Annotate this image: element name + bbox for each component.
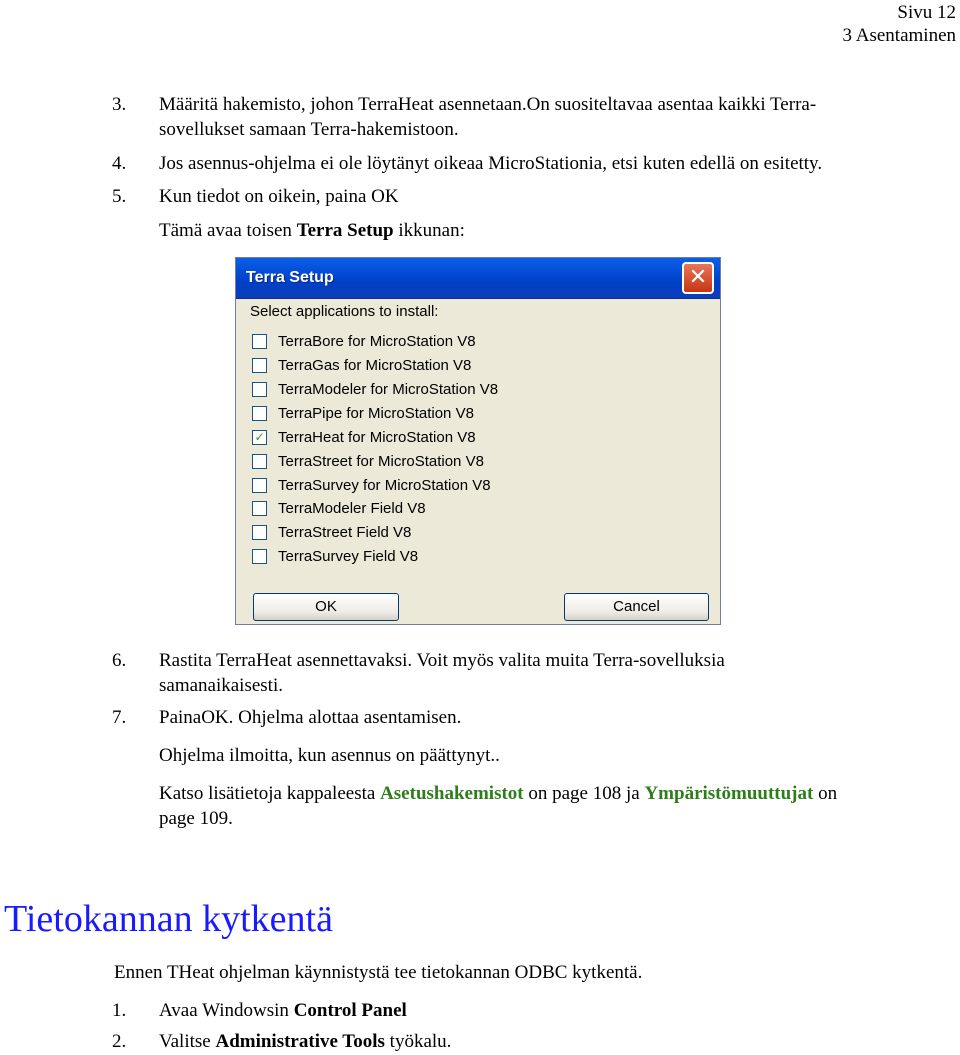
chapter-title: 3 Asentaminen <box>842 25 956 46</box>
app-label: TerraSurvey Field V8 <box>278 548 419 565</box>
step-number: 6. <box>112 650 127 671</box>
step-text-part: työkalu. <box>384 1031 452 1052</box>
see-more-text: on page 108 ja <box>523 783 645 804</box>
dialog-titlebar[interactable] <box>236 258 720 299</box>
link-asetushakemistot[interactable]: Asetushakemistot <box>380 783 524 804</box>
step-text: samanaikaisesti. <box>159 675 283 696</box>
step-text: Rastita TerraHeat asennettavaksi. Voit myös valita muita Terra-sovelluksia <box>159 650 725 671</box>
step-number: 2. <box>112 1031 127 1052</box>
intro-text: Tämä avaa toisen <box>159 220 297 241</box>
link-ymparistomuuttujat[interactable]: Ympäristömuuttujat <box>644 783 814 804</box>
step-number: 4. <box>112 153 127 174</box>
checkbox[interactable] <box>252 525 267 540</box>
intro-text: ikkunan: <box>393 220 465 241</box>
checkbox[interactable] <box>252 501 267 516</box>
close-button[interactable] <box>682 262 714 294</box>
app-label: TerraHeat for MicroStation V8 <box>278 429 476 446</box>
app-label: TerraBore for MicroStation V8 <box>278 333 476 350</box>
page-number: Sivu 12 <box>897 2 956 23</box>
step-text <box>159 1000 407 1022</box>
checkbox[interactable] <box>252 382 267 397</box>
step-number: 5. <box>112 186 127 207</box>
app-label: TerraStreet Field V8 <box>278 524 412 541</box>
see-more-text: on <box>813 783 838 804</box>
checkbox[interactable] <box>252 358 267 373</box>
step-text: sovellukset samaan Terra-hakemistoon. <box>159 119 459 140</box>
step-number: 1. <box>112 1000 127 1021</box>
checkbox[interactable] <box>252 406 267 421</box>
step-text: Kun tiedot on oikein, paina OK <box>159 186 399 207</box>
cancel-button[interactable]: Cancel <box>564 593 709 621</box>
app-label: TerraStreet for MicroStation V8 <box>278 453 484 470</box>
checkbox[interactable] <box>252 478 267 493</box>
notify-text: Ohjelma ilmoitta, kun asennus on päättynyt.. <box>159 745 500 766</box>
ok-button[interactable]: OK <box>253 593 399 621</box>
see-more-text: page 109. <box>159 808 233 829</box>
step-text <box>159 1031 451 1053</box>
checkbox[interactable] <box>252 334 267 349</box>
app-label: TerraModeler for MicroStation V8 <box>278 381 499 398</box>
checkbox[interactable] <box>252 454 267 469</box>
close-icon: ✕ <box>688 265 708 290</box>
app-label: TerraGas for MicroStation V8 <box>278 357 472 374</box>
dialog-title: Terra Setup <box>246 269 334 286</box>
administrative-tools-name: Administrative Tools <box>215 1031 385 1052</box>
step-text-part: Avaa Windowsin <box>159 1000 294 1021</box>
see-more-paragraph <box>159 783 837 805</box>
step-text: PainaOK. Ohjelma alottaa asentamisen. <box>159 707 462 728</box>
checkbox-checked[interactable]: ✓ <box>252 430 267 445</box>
select-prompt: Select applications to install: <box>250 303 439 320</box>
step-text-part: Valitse <box>159 1031 216 1052</box>
section-intro: Ennen THeat ohjelman käynnistystä tee tietokannan ODBC kytkentä. <box>114 962 643 983</box>
app-label: TerraModeler Field V8 <box>278 500 426 517</box>
step-number: 3. <box>112 94 127 115</box>
see-more-text: Katso lisätietoja kappaleesta <box>159 783 381 804</box>
section-heading: Tietokannan kytkentä <box>4 898 333 940</box>
step-number: 7. <box>112 707 127 728</box>
intro-paragraph <box>159 220 465 242</box>
checkbox[interactable] <box>252 549 267 564</box>
dialog-name: Terra Setup <box>296 220 394 241</box>
control-panel-name: Control Panel <box>293 1000 407 1021</box>
app-label: TerraPipe for MicroStation V8 <box>278 405 474 422</box>
app-label: TerraSurvey for MicroStation V8 <box>278 477 491 494</box>
step-text: Määritä hakemisto, johon TerraHeat asennetaan.On suositeltavaa asentaa kaikki Terra- <box>159 94 817 115</box>
terra-setup-dialog <box>235 257 721 625</box>
step-text: Jos asennus-ohjelma ei ole löytänyt oikeaa MicroStationia, etsi kuten edellä on esitetty. <box>159 153 823 174</box>
